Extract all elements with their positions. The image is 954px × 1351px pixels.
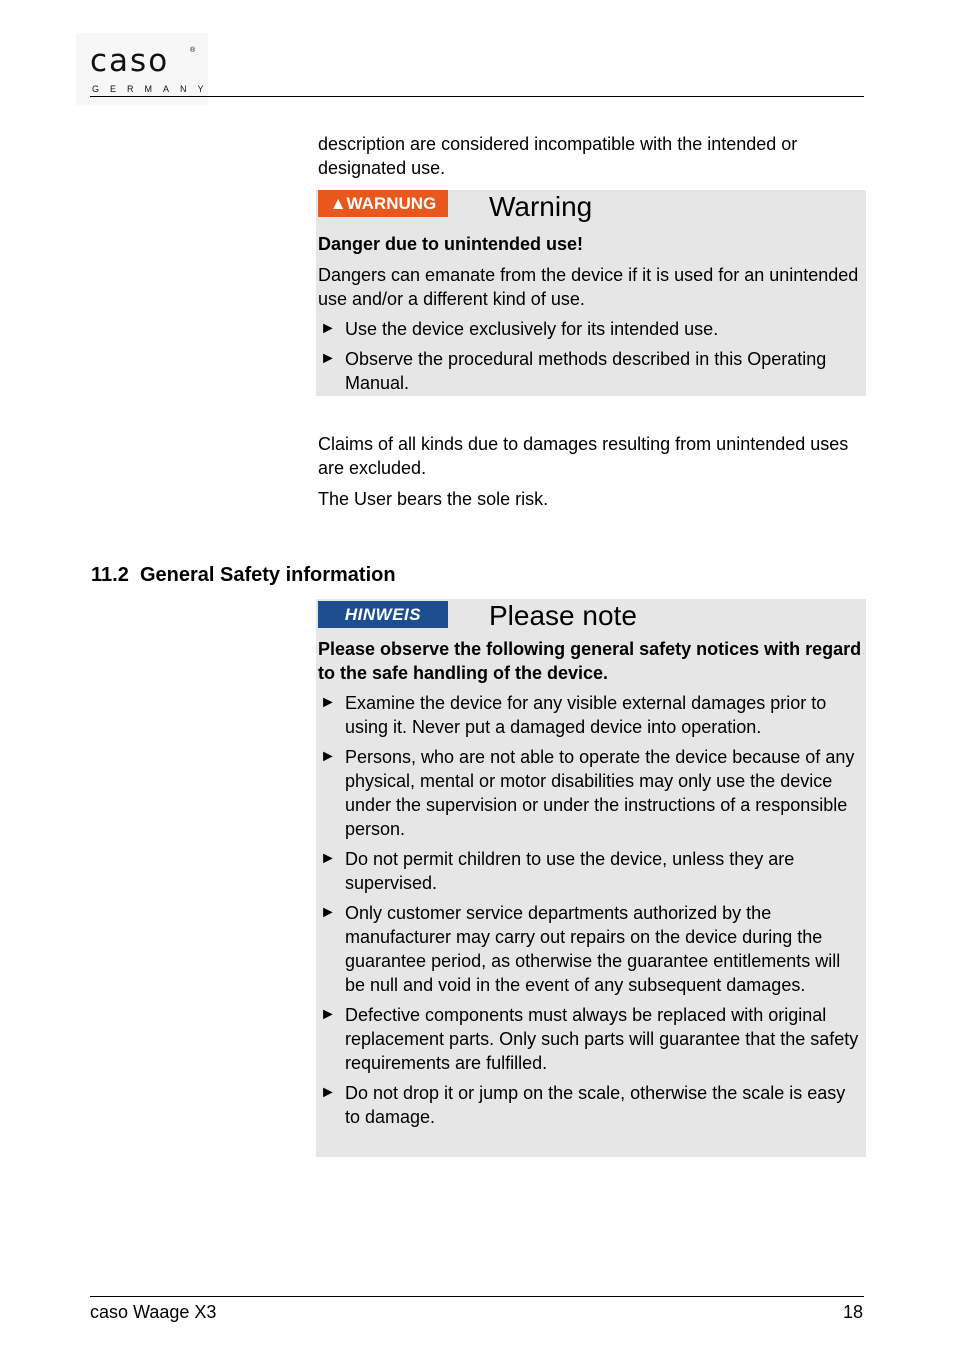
list-item: ► Examine the device for any visible external damages prior to using it. Never put a damaged device into operation. — [320, 693, 827, 737]
footer-rule — [90, 1296, 864, 1297]
bullet-arrow-icon: ► — [320, 320, 336, 337]
header-rule — [90, 96, 864, 97]
bullet-arrow-icon: ► — [320, 904, 336, 921]
warning-heading: Danger due to unintended use! — [318, 234, 584, 254]
list-item: ► Only customer service departments authorized by the manufacturer may carry out repairs on the device during the guarantee period, as otherwise the guarantee entitlements will be null and void in the event of any subsequent damages. — [320, 903, 841, 995]
warning-content — [318, 232, 864, 395]
bullet-arrow-icon: ► — [320, 748, 336, 765]
claims-paragraph: Claims of all kinds due to damages resulting from unintended uses are excluded. — [318, 434, 849, 478]
section-heading — [91, 562, 396, 588]
warning-title: Warning — [489, 191, 593, 222]
warning-box — [316, 190, 866, 396]
page-number: 18 — [842, 1302, 863, 1322]
note-badge: HINWEIS — [318, 601, 448, 628]
bullet-arrow-icon: ► — [320, 1084, 336, 1101]
list-item: ► Persons, who are not able to operate the device because of any physical, mental or motor disabilities may only use the device under the supervision or under the instructions of a responsible person. — [320, 747, 855, 839]
bullet-arrow-icon: ► — [320, 1006, 336, 1023]
brand-subtitle: GERMANY — [92, 84, 215, 94]
note-content — [318, 637, 864, 1129]
note-list — [318, 691, 864, 1129]
intro-paragraph: description are considered incompatible with the intended or designated use. — [318, 134, 798, 178]
bullet-arrow-icon: ► — [320, 694, 336, 711]
list-item: ► Observe the procedural methods described in this Operating Manual. — [320, 349, 827, 393]
section-number: 11.2 — [91, 564, 129, 586]
registered-mark: ® — [190, 47, 196, 54]
bullet-arrow-icon: ► — [320, 350, 336, 367]
list-item: ► Do not drop it or jump on the scale, otherwise the scale is easy to damage. — [320, 1083, 846, 1127]
note-heading: Please observe the following general safety notices with regard to the safe handling of the device. — [318, 639, 862, 683]
section-title: General Safety information — [139, 564, 396, 586]
list-item: ► Use the device exclusively for its intended use. — [320, 319, 719, 339]
list-item: ► Do not permit children to use the device, unless they are supervised. — [320, 849, 795, 893]
warning-text: Dangers can emanate from the device if it is used for an unintended use and/or a different kind of use. — [318, 265, 859, 309]
bullet-arrow-icon: ► — [320, 850, 336, 867]
list-item: ► Defective components must always be replaced with original replacement parts. Only such parts will guarantee that the safety requirements are fulfilled. — [320, 1005, 859, 1073]
risk-paragraph: The User bears the sole risk. — [318, 489, 549, 509]
brand-logo — [76, 33, 215, 105]
warning-list — [318, 317, 864, 395]
note-title: Please note — [489, 600, 637, 631]
brand-wordmark: caso — [90, 43, 170, 79]
footer-product: caso Waage X3 — [90, 1302, 217, 1322]
warning-badge: ▲WARNUNG — [318, 190, 448, 217]
note-box — [316, 599, 866, 1157]
